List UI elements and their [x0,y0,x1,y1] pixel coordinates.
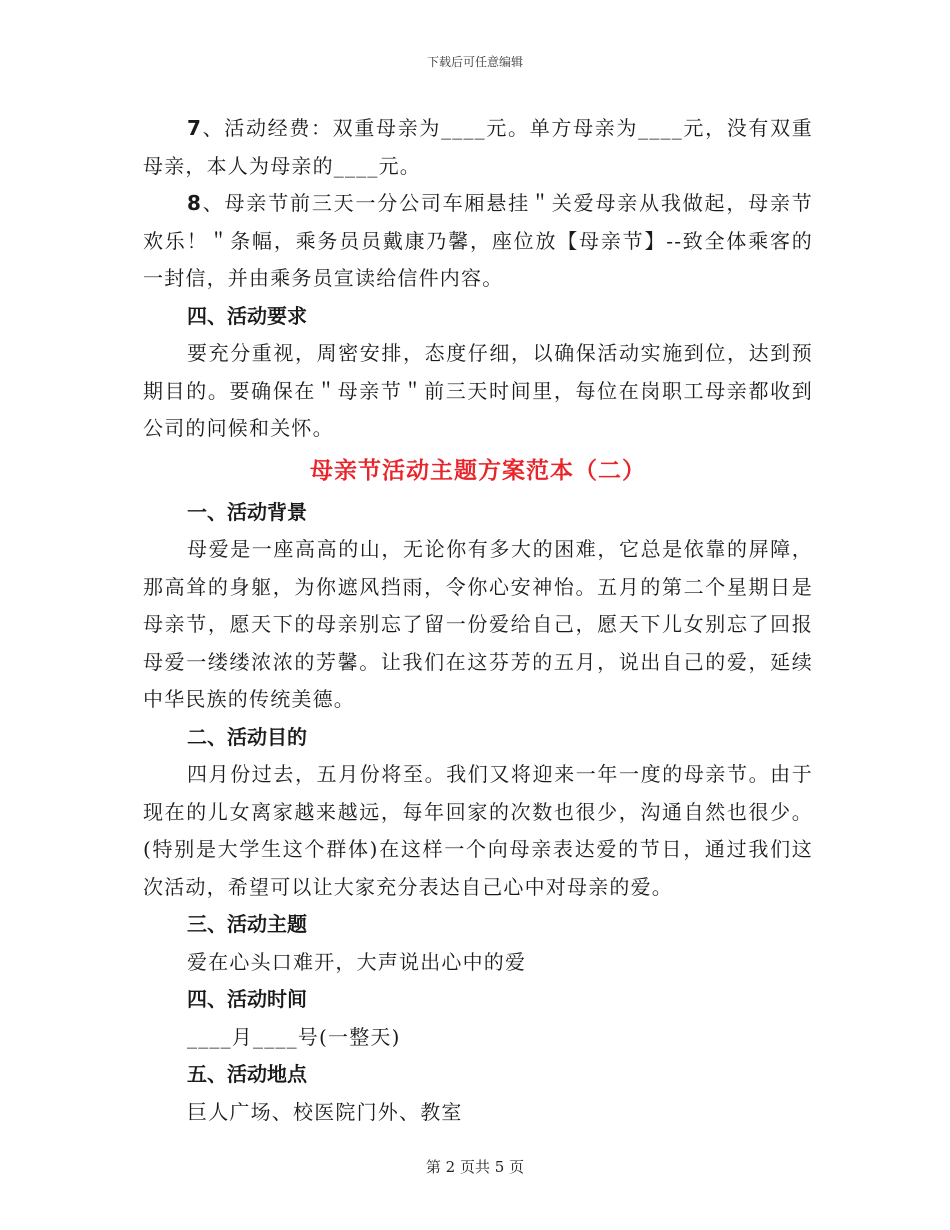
item-7-paragraph [143,110,813,185]
background-paragraph: 母爱是一座高高的山，无论你有多大的困难，它总是依靠的屏障，那高耸的身躯，为你遮风挡雨，令你心安神怡。五月的第二个星期日是母亲节，愿天下的母亲别忘了留一份爱给自己，愿天下儿女别忘了回报母爱一缕缕浓浓的芳馨。让我们在这芬芳的五月，说出自己的爱，延续中华民族的传统美德。 [143,537,813,711]
document-body [143,110,813,1131]
purpose-paragraph: 四月份过去，五月份将至。我们又将迎来一年一度的母亲节。由于现在的儿女离家越来越远，每年回家的次数也很少，沟通自然也很少。(特别是大学生这个群体)在这样一个向母亲表达爱的节日，通过我们这次活动，希望可以让大家充分表达自己心中对母亲的爱。 [143,762,813,899]
item-8-text: 、母亲节前三天一分公司车厢悬挂＂关爱母亲从我做起，母亲节欢乐！＂条幅，乘务员员戴康乃馨，座位放【母亲节】--致全体乘客的一封信，并由乘务员宣读给信件内容。 [143,191,813,290]
time-paragraph: ____月____号(一整天) [187,1024,401,1049]
requirements-paragraph: 要充分重视，周密安排，态度仔细，以确保活动实施到位，达到预期目的。要确保在＂母亲节＂前三天时间里，每位在岗职工母亲都收到公司的问候和关怀。 [143,341,813,440]
item-7-number: 7 [187,116,203,140]
theme-heading: 三、活动主题 [187,912,307,936]
background-heading: 一、活动背景 [187,499,307,524]
location-paragraph: 巨人广场、校医院门外、教室 [187,1099,463,1124]
document-title: 母亲节活动主题方案范本（二） [310,457,646,484]
purpose-heading: 二、活动目的 [187,724,307,749]
page-number-footer: 第 2 页共 5 页 [425,1158,525,1176]
time-heading: 四、活动时间 [187,987,307,1011]
theme-paragraph: 爱在心头口难开，大声说出心中的爱 [187,949,527,974]
requirements-heading: 四、活动要求 [187,303,307,328]
item-7-text: 、活动经费：双重母亲为____元。单方母亲为____元，没有双重母亲，本人为母亲的____元。 [143,116,813,178]
page-header-note: 下载后可任意编辑 [426,55,523,69]
item-8-number: 8 [187,191,203,215]
location-heading: 五、活动地点 [187,1062,307,1086]
item-8-paragraph [143,185,813,298]
